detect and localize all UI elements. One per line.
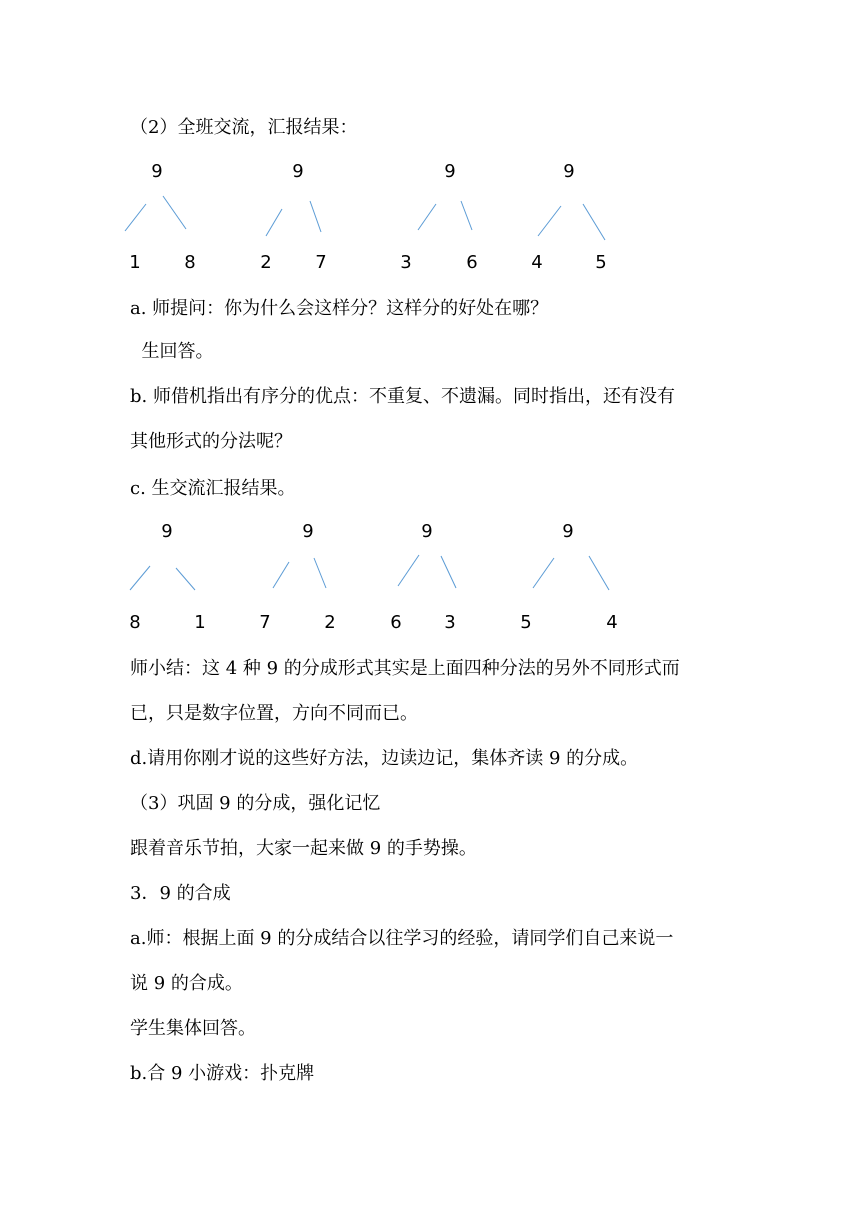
line-9: d.请用你刚才说的这些好方法，边读边记，集体齐读 9 的分成。 xyxy=(130,748,639,769)
diagram1-top-4: 9 xyxy=(563,161,575,182)
line-6: c. 生交流汇报结果。 xyxy=(130,478,296,499)
line-12: 3．9 的合成 xyxy=(130,883,231,904)
diagram1-left-1: 1 xyxy=(129,252,141,273)
line-8: 已，只是数字位置，方向不同而已。 xyxy=(130,703,418,724)
diagram1-left-2: 2 xyxy=(260,252,272,273)
branch-line-3 xyxy=(266,209,282,236)
diagram1-top-2: 9 xyxy=(292,161,304,182)
diagram1-right-2: 7 xyxy=(315,252,327,273)
branch-line-10 xyxy=(176,568,195,590)
branch-line-6 xyxy=(461,201,472,230)
branch-line-15 xyxy=(533,558,554,588)
diagram2-left-2: 7 xyxy=(259,612,271,633)
diagram2-right-1: 1 xyxy=(194,612,206,633)
line-4: b. 师借机指出有序分的优点：不重复、不遗漏。同时指出，还有没有 xyxy=(130,386,675,407)
line-14: 说 9 的合成。 xyxy=(130,973,243,994)
diagram1-right-3: 6 xyxy=(466,252,478,273)
diagram1-left-3: 3 xyxy=(400,252,412,273)
diagram1-left-4: 4 xyxy=(531,252,543,273)
branch-line-13 xyxy=(398,555,419,586)
branch-line-16 xyxy=(589,556,609,590)
diagram2-top-2: 9 xyxy=(302,521,314,542)
branch-line-11 xyxy=(273,562,289,588)
branch-line-4 xyxy=(310,201,321,232)
branch-line-9 xyxy=(130,566,150,590)
line-15: 学生集体回答。 xyxy=(130,1018,256,1039)
diagram2-right-2: 2 xyxy=(324,612,336,633)
diagram1-right-4: 5 xyxy=(595,252,607,273)
diagram2-left-1: 8 xyxy=(129,612,141,633)
line-13: a.师：根据上面 9 的分成结合以往学习的经验，请同学们自己来说一 xyxy=(130,928,674,949)
diagram1-top-3: 9 xyxy=(444,161,456,182)
line-2: a. 师提问：你为什么会这样分？这样分的好处在哪？ xyxy=(130,298,549,319)
diagram2-left-4: 5 xyxy=(520,612,532,633)
branch-line-12 xyxy=(314,558,326,588)
line-16: b.合 9 小游戏：扑克牌 xyxy=(130,1063,315,1084)
line-3: 生回答。 xyxy=(130,341,214,362)
branch-line-7 xyxy=(538,206,561,236)
branch-line-8 xyxy=(583,204,605,240)
diagram1-right-1: 8 xyxy=(184,252,196,273)
diagram2-left-3: 6 xyxy=(390,612,402,633)
diagram2-top-1: 9 xyxy=(161,521,173,542)
branch-line-5 xyxy=(418,204,436,230)
diagram2-top-4: 9 xyxy=(562,521,574,542)
line-10: （3）巩固 9 的分成，强化记忆 xyxy=(130,793,381,814)
diagram2-top-3: 9 xyxy=(421,521,433,542)
line-5: 其他形式的分法呢？ xyxy=(130,431,292,452)
line-7: 师小结：这 4 种 9 的分成形式其实是上面四种分法的另外不同形式而 xyxy=(130,658,680,679)
line-11: 跟着音乐节拍，大家一起来做 9 的手势操。 xyxy=(130,838,477,859)
branch-line-14 xyxy=(441,556,456,588)
diagram2-right-4: 4 xyxy=(606,612,618,633)
branch-line-2 xyxy=(163,196,186,229)
branch-line-1 xyxy=(125,204,146,231)
diagram1-top-1: 9 xyxy=(151,161,163,182)
line-1: （2）全班交流，汇报结果： xyxy=(130,117,358,138)
diagram2-right-3: 3 xyxy=(444,612,456,633)
